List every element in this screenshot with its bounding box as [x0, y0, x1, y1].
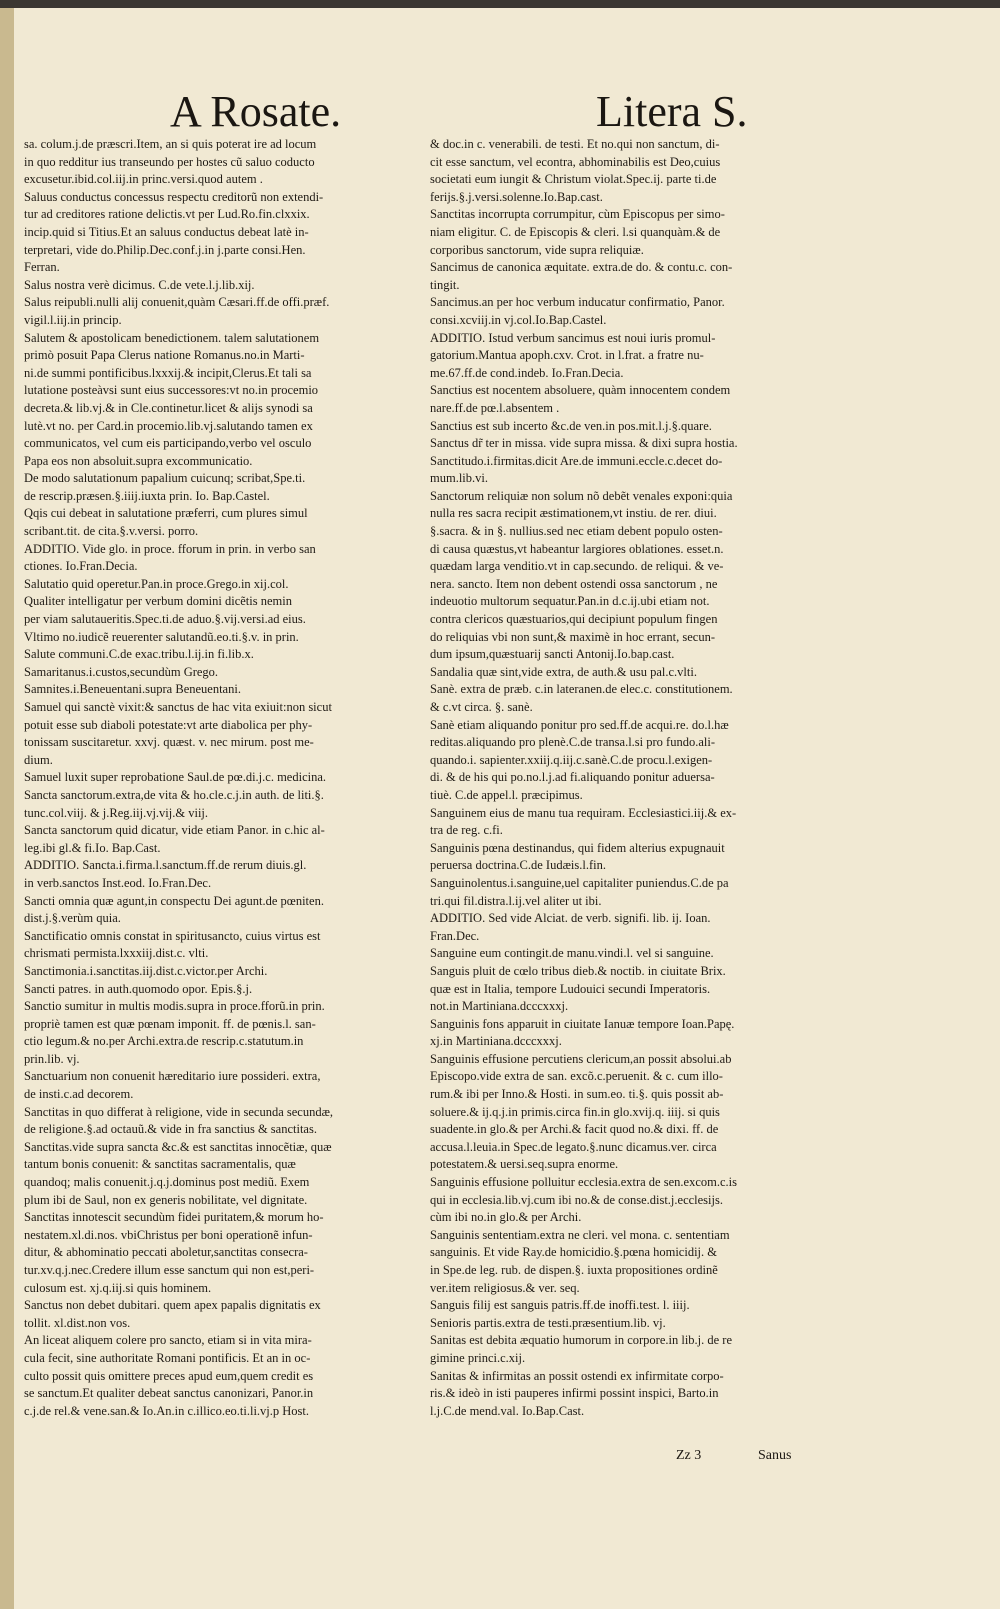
text-line: Saluus conductus concessus respectu creditorũ non extendi-	[24, 189, 324, 204]
text-line: Sanguinis pœna destinandus, qui fidem alterius expugnauit	[430, 840, 725, 855]
text-line: de insti.c.ad decorem.	[24, 1087, 134, 1102]
text-line: consi.xcviij.in vj.col.Io.Bap.Castel.	[430, 312, 607, 327]
text-line: Salute communi.C.de exac.tribu.l.ij.in fi.lib.x.	[24, 647, 254, 662]
text-line: Sanguinolentus.i.sanguine,uel capitaliter puniendus.C.de pa	[430, 875, 729, 890]
text-line: ris.& ideò in isti pauperes infirmi possint inspici, Barto.in	[430, 1386, 719, 1401]
text-line: ver.item religiosus.& ver. seq.	[430, 1280, 580, 1295]
text-line: qui in ecclesia.lib.vj.cum ibi no.& de conse.dist.j.ecclesijs.	[430, 1192, 723, 1207]
text-line: tur.xv.q.j.nec.Credere illum esse sanctum qui non est,peri-	[24, 1263, 315, 1277]
text-line: di. & de his qui po.no.l.j.ad fi.aliquando ponitur aduersa-	[430, 770, 715, 785]
text-line: potestatem.& uersi.seq.supra enorme.	[430, 1157, 619, 1172]
text-line: Sanctius est nocentem absoluere, quàm innocentem condem	[430, 383, 731, 398]
text-line: Sanctus dr̃ ter in missa. vide supra missa. & dixi supra hostia.	[430, 436, 738, 451]
text-line: suadente.in glo.& per Archi.& facit quod no.& dixi. ff. de	[430, 1122, 719, 1137]
text-line: Sanguinem eius de manu tua requiram. Ecclesiastici.iij.& ex-	[430, 805, 737, 820]
text-line: tiuè. C.de appel.l. præcipimus.	[430, 787, 583, 802]
text-line: Sanctitas in quo differat à religione, vide in secunda secundæ,	[24, 1104, 334, 1119]
text-line: leg.ibi gl.& fi.Io. Bap.Cast.	[24, 840, 161, 855]
text-line: Samuel luxit super reprobatione Saul.de pœ.di.j.c. medicina.	[24, 770, 327, 785]
text-line: Qqis cui debeat in salutatione præferri, cum plures simul	[24, 506, 308, 521]
text-line: corporibus sanctorum, vide supra reliquiæ.	[430, 242, 644, 257]
running-head-left: A Rosate.	[170, 87, 342, 136]
text-line: tur ad creditores ratione delictis.vt per Lud.Ro.fin.clxxix.	[24, 207, 310, 222]
text-line: not.in Martiniana.dcccxxxj.	[430, 999, 569, 1014]
text-line: Sanguis filij est sanguis patris.ff.de inoffi.test. l. iiij.	[430, 1298, 690, 1313]
text-line: Episcopo.vide extra de san. excõ.c.peruenit. & c. cum illo-	[430, 1069, 723, 1084]
text-line: ctio legum.& no.per Archi.extra.de rescrip.c.statutum.in	[24, 1034, 304, 1049]
text-line: plum ibi de Saul, non ex generis nobilitate, vel dignitate.	[24, 1192, 308, 1207]
text-line: quædam larga venditio.vt in cap.secundo. de reliqui. & ve-	[430, 559, 724, 574]
text-line: Sanctimonia.i.sanctitas.iij.dist.c.victor.per Archi.	[24, 963, 268, 978]
text-line: per viam salutaueritis.Spec.ti.de aduo.§.vij.versi.ad eius.	[24, 612, 306, 627]
text-line: dium.	[24, 752, 53, 767]
text-line: in Spe.de leg. rub. de dispen.§. iuxta propositiones ordinẽ	[430, 1263, 718, 1277]
text-line: propriè tamen est quæ pœnam imponit. ff. de pœnis.l. san-	[24, 1016, 316, 1031]
text-line: Sanctitas innotescit secundùm fidei puritatem,& morum ho-	[24, 1210, 324, 1225]
left-text-column	[24, 136, 432, 1420]
text-line: reditas.aliquando pro plenè.C.de transa.l.si pro fundo.ali-	[430, 735, 715, 750]
text-line: niam eligitur. C. de Episcopis & cleri. l.si quanquàm.& de	[430, 224, 721, 239]
signature-mark: Zz 3	[676, 1448, 702, 1463]
text-line: potuit esse sub diaboli potestate:vt arte diabolica per phy-	[24, 717, 313, 732]
text-line: §.sacra. & in §. nullius.sed nec etiam debent populo osten-	[430, 524, 723, 539]
text-line: Fran.Dec.	[430, 928, 480, 943]
text-line: mum.lib.vi.	[430, 471, 488, 486]
text-line: tonissam suscitaretur. xxvj. quæst. v. nec mirum. post me-	[24, 735, 314, 750]
text-line: soluere.& ij.q.j.in primis.circa fin.in glo.xvij.q. iiij. si quis	[430, 1104, 720, 1119]
text-line: Sanitas & infirmitas an possit ostendi ex infirmitate corpo-	[430, 1368, 724, 1383]
text-line: ADDITIO. Istud verbum sancimus est noui iuris promul-	[430, 330, 716, 345]
text-line: Sanctitudo.i.firmitas.dicit Are.de immuni.eccle.c.decet do-	[430, 453, 723, 468]
text-line: quæ est in Italia, tempore Ludouici secundi Imperatoris.	[430, 981, 711, 996]
text-line: Sanctificatio omnis constat in spiritusancto, cuius virtus est	[24, 928, 321, 943]
catchword: Sanus	[758, 1448, 792, 1463]
text-line: lutè.vt no. per Card.in procemio.lib.vj.salutando tamen ex	[24, 418, 313, 433]
text-line: accusa.l.leuia.in Spec.de legato.§.nunc dicamus.ver. circa	[430, 1139, 717, 1154]
text-line: l.j.C.de mend.val. Io.Bap.Cast.	[430, 1403, 585, 1418]
text-line: de religione.§.ad octauũ.& vide in fra sanctius & sanctitas.	[24, 1122, 317, 1137]
text-line: Vltimo no.iudicẽ reuerenter salutandũ.eo.ti.§.v. in prin.	[24, 629, 299, 644]
text-line: sanguinis. Et vide Ray.de homicidio.§.pœna homicidij. &	[430, 1245, 717, 1260]
text-line: Sancta sanctorum.extra,de vita & ho.cle.c.j.in auth. de liti.§.	[24, 787, 324, 802]
text-line: Sancta sanctorum quid dicatur, vide etiam Panor. in c.hic al-	[24, 823, 325, 838]
text-line: Sancti omnia quæ agunt,in conspectu Dei agunt.de pœniten.	[24, 893, 324, 908]
text-line: Sanè etiam aliquando ponitur pro sed.ff.de acqui.re. do.l.hæ	[430, 717, 729, 732]
text-line: Ferran.	[24, 260, 60, 275]
text-line: rum.& ibi per Inno.& Hosti. in sum.eo. ti.§. quis possit ab-	[430, 1087, 724, 1102]
text-line: di causa quæstus,vt habeantur largiores oblationes. esset.n.	[430, 541, 724, 556]
text-line: De modo salutationum papalium cuicunq; scribat,Spe.ti.	[24, 471, 306, 486]
text-line: tollit. xl.dist.non vos.	[24, 1315, 131, 1330]
text-line: quando.i. sapienter.xxiij.q.iij.c.sanè.C.de procu.l.exigen-	[430, 752, 713, 767]
text-line: ctiones. Io.Fran.Decia.	[24, 559, 138, 574]
text-line: c.j.de rel.& vene.san.& Io.An.in c.illico.eo.ti.li.vj.p Host.	[24, 1403, 310, 1418]
text-line: Sanguinis sententiam.extra ne cleri. vel mona. c. sententiam	[430, 1227, 730, 1242]
text-line: do reliquias vbi non sunt,& maximè in hoc errant, secun-	[430, 629, 716, 644]
text-line: Sanctus non debet dubitari. quem apex papalis dignitatis ex	[24, 1298, 321, 1313]
text-line: Sanctitas incorrupta corrumpitur, cùm Episcopus per simo-	[430, 207, 725, 222]
text-line: prin.lib. vj.	[24, 1051, 80, 1066]
text-line: Sanguine eum contingit.de manu.vindi.l. vel si sanguine.	[430, 946, 714, 961]
text-line: Papa eos non absoluit.supra excommunicatio.	[24, 453, 253, 468]
text-line: peruersa doctrina.C.de Iudæis.l.fin.	[430, 858, 606, 873]
text-line: decreta.& lib.vj.& in Cle.continetur.licet & alijs synodi sa	[24, 400, 313, 415]
text-line: chrismati permista.lxxxiij.dist.c. vlti.	[24, 946, 209, 961]
text-line: dum ipsum,quæstuarij sancti Antonij.Io.bap.cast.	[430, 647, 675, 662]
text-line: Samaritanus.i.custos,secundùm Grego.	[24, 664, 219, 679]
text-line: tri.qui fil.distra.l.ij.vel aliter ut ibi.	[430, 893, 602, 908]
book-page	[0, 8, 1000, 1609]
text-line: tantum bonis conuenit: & sanctitas sacramentalis, quæ	[24, 1157, 296, 1172]
text-line: primò posuit Papa Clerus natione Romanus.no.in Marti-	[24, 348, 305, 363]
text-line: Salutem & apostolicam benedictionem. talem salutationem	[24, 330, 320, 345]
text-line: Sanè. extra de præb. c.in lateranen.de elec.c. constitutionem.	[430, 682, 733, 697]
text-line: Sanguinis effusione polluitur ecclesia.extra de sen.excom.c.is	[430, 1175, 737, 1190]
text-line: tra de reg. c.fi.	[430, 823, 503, 838]
text-line: Senioris partis.extra de testi.præsentium.lib. vj.	[430, 1315, 666, 1330]
text-line: tingit.	[430, 277, 460, 292]
text-line: ADDITIO. Sed vide Alciat. de verb. signifi. lib. ij. Ioan.	[430, 911, 711, 926]
text-line: Sanguis pluit de cœlo tribus dieb.& noctib. in ciuitate Brix.	[430, 963, 726, 978]
text-line: ADDITIO. Vide glo. in proce. fforum in prin. in verbo san	[24, 541, 316, 556]
text-line: sa. colum.j.de præscri.Item, an si quis poterat ire ad locum	[24, 137, 317, 151]
text-line: incip.quid si Titius.Et an saluus conductus debeat latè in-	[24, 224, 309, 239]
text-line: Sancimus.an per hoc verbum inducatur confirmatio, Panor.	[430, 295, 725, 310]
text-line: ferijs.§.j.versi.solenne.Io.Bap.cast.	[430, 189, 603, 204]
text-line: contra clericos quæstuarios,qui decipiunt populum fingen	[430, 612, 718, 627]
text-line: culosum est. xj.q.iij.si quis hominem.	[24, 1280, 212, 1295]
text-line: Salus reipubli.nulli alij conuenit,quàm Cæsari.ff.de offi.præf.	[24, 295, 330, 310]
text-line: societati eum iungit & Christum violat.Spec.ij. parte ti.de	[430, 172, 717, 187]
text-line: Salutatio quid operetur.Pan.in proce.Grego.in xij.col.	[24, 576, 289, 591]
text-line: Salus nostra verè dicimus. C.de vete.l.j.lib.xij.	[24, 277, 255, 292]
text-line: & c.vt circa. §. sanè.	[430, 700, 533, 714]
text-line: nestatem.xl.di.nos. vbiChristus per boni operationẽ infun-	[24, 1227, 313, 1242]
text-line: & doc.in c. venerabili. de testi. Et no.qui non sanctum, di-	[430, 137, 720, 151]
text-line: gimine princi.c.xij.	[430, 1350, 526, 1365]
text-line: communicatos, vel cum eis participando,verbo vel osculo	[24, 436, 312, 451]
text-line: Samuel qui sanctè vixit:& sanctus de hac vita exiuit:non sicut	[24, 700, 332, 714]
text-line: in verb.sanctos Inst.eod. Io.Fran.Dec.	[24, 875, 212, 890]
text-line: ditur, & abhominatio peccati aboletur,sanctitas consecra-	[24, 1245, 308, 1260]
text-line: in quo redditur ius transeundo per hostes cũ saluo coducto	[24, 154, 315, 169]
text-line: nare.ff.de pœ.l.absentem .	[430, 400, 560, 415]
text-line: Sanguinis fons apparuit in ciuitate Ianuæ tempore Ioan.Papę.	[430, 1016, 735, 1031]
text-line: vigil.l.iij.in princip.	[24, 312, 122, 327]
text-line: de rescrip.præsen.§.iiij.iuxta prin. Io. Bap.Castel.	[24, 488, 270, 503]
text-line: me.67.ff.de cond.indeb. Io.Fran.Decia.	[430, 365, 624, 380]
text-line: xj.in Martiniana.dcccxxxj.	[430, 1034, 562, 1049]
text-line: Sanctorum reliquiæ non solum nõ debẽt venales exponi:quia	[430, 488, 733, 503]
text-line: gatorium.Mantua apoph.cxv. Crot. in l.frat. a fratre nu-	[430, 348, 704, 363]
text-line: Sanctuarium non conuenit hæreditario iure possideri. extra,	[24, 1069, 321, 1084]
running-head-right: Litera S.	[596, 87, 748, 136]
text-line: cit esse sanctum, vel econtra, abhominabilis est Deo,cuius	[430, 154, 721, 169]
text-line: Samnites.i.Beneuentani.supra Beneuentani.	[24, 682, 241, 697]
text-line: Sanitas est debita æquatio humorum in corpore.in lib.j. de re	[430, 1333, 733, 1348]
binding-edge	[0, 8, 14, 1609]
text-line: Qualiter intelligatur per verbum domini dicẽtis nemin	[24, 594, 292, 609]
text-line: nera. sancto. Item non debent ostendi ossa sanctorum , ne	[430, 576, 718, 591]
text-line: ni.de summi pontificibus.lxxxij.& incipit,Clerus.Et tali sa	[24, 365, 312, 380]
text-line: indeuotio multorum sequatur.Pan.in d.c.ij.ubi etiam not.	[430, 594, 710, 609]
text-line: An liceat aliquem colere pro sancto, etiam si in vita mira-	[24, 1333, 312, 1348]
text-line: terpretari, vide do.Philip.Dec.conf.j.in j.parte consi.Hen.	[24, 242, 306, 257]
text-line: tunc.col.viij. & j.Reg.iij.vj.vij.& viij.	[24, 805, 209, 820]
text-line: Sandalia quæ sint,vide extra, de auth.& usu pal.c.vlti.	[430, 664, 697, 679]
text-line: se sanctum.Et qualiter debeat sanctus canonizari, Panor.in	[24, 1386, 314, 1401]
text-line: ADDITIO. Sancta.i.firma.l.sanctum.ff.de rerum diuis.gl.	[24, 858, 307, 873]
text-line: cùm ibi no.in glo.& per Archi.	[430, 1210, 582, 1225]
text-line: excusetur.ibid.col.iij.in princ.versi.quod autem .	[24, 172, 263, 187]
right-text-column	[430, 136, 850, 1420]
text-line: lutatione posteàvsi sunt eius successores:vt no.in procemio	[24, 383, 319, 398]
text-line: scribant.tit. de cita.§.v.versi. porro.	[24, 524, 199, 539]
text-line: Sancimus de canonica æquitate. extra.de do. & contu.c. con-	[430, 260, 733, 275]
text-line: Sancti patres. in auth.quomodo opor. Epis.§.j.	[24, 981, 253, 996]
text-line: Sanguinis effusione percutiens clericum,an possit absolui.ab	[430, 1051, 732, 1066]
text-line: Sanctitas.vide supra sancta &c.& est sanctitas innocẽtiæ, quæ	[24, 1139, 332, 1154]
text-line: dist.j.§.verùm quia.	[24, 911, 121, 926]
text-line: nulla res sacra recipit æstimationem,vt instiu. de rer. diui.	[430, 506, 717, 521]
text-line: Sanctius est sub incerto &c.de ven.in pos.mit.l.j.§.quare.	[430, 418, 712, 433]
text-line: quandoq; malis conuenit.j.q.j.dominus post mediũ. Exem	[24, 1175, 310, 1190]
text-line: culto possit quis omittere preces apud eum,quem credit es	[24, 1368, 314, 1383]
text-line: cula fecit, sine authoritate Romani pontificis. Et an in oc-	[24, 1350, 311, 1365]
text-line: Sanctio sumitur in multis modis.supra in proce.fforũ.in prin.	[24, 999, 325, 1014]
